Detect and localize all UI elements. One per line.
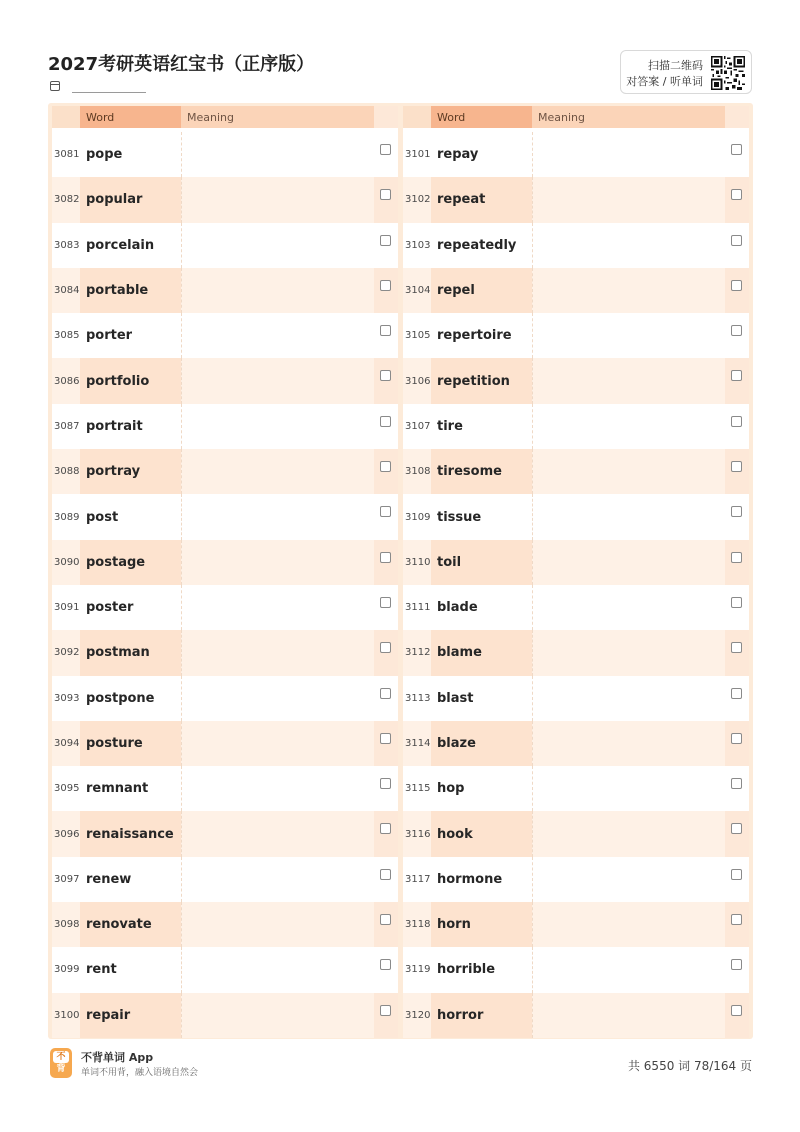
word-number: 3089 (54, 511, 80, 523)
word-number: 3118 (405, 919, 431, 931)
word-text: horrible (437, 962, 496, 978)
word-row (403, 404, 749, 449)
word-row (403, 947, 749, 992)
meaning-cell[interactable] (181, 811, 374, 856)
checkbox[interactable] (380, 325, 391, 336)
word-number: 3114 (405, 738, 431, 749)
table-header (403, 106, 749, 128)
word-table-right (403, 106, 749, 1036)
word-number: 3086 (54, 375, 80, 387)
word-row (403, 132, 749, 177)
header-meaning: Meaning (532, 106, 725, 128)
word-text: hormone (437, 871, 503, 887)
word-text: postage (80, 540, 181, 585)
word-text: portrait (86, 418, 143, 434)
word-text: blade (437, 600, 478, 616)
checkbox[interactable] (731, 280, 742, 291)
word-row (52, 993, 398, 1038)
word-row (52, 857, 398, 902)
word-rows (403, 132, 749, 1038)
checkbox[interactable] (380, 189, 391, 200)
checkbox[interactable] (380, 461, 391, 472)
word-row (52, 902, 398, 947)
word-text: repel (431, 268, 532, 313)
header-check-cell (725, 106, 749, 128)
meaning-cell[interactable] (181, 449, 374, 494)
checkbox[interactable] (380, 235, 391, 246)
word-text: horror (431, 993, 532, 1038)
word-number: 3092 (54, 647, 80, 659)
word-row (52, 766, 398, 811)
checkbox[interactable] (380, 959, 391, 970)
header-check-cell (374, 106, 398, 128)
word-row (52, 811, 398, 856)
meaning-cell[interactable] (181, 223, 374, 268)
meaning-cell[interactable] (532, 857, 725, 902)
logo-bottom-char: 背 (56, 1064, 66, 1074)
checkbox[interactable] (731, 688, 742, 699)
word-row (403, 494, 749, 539)
word-row (403, 902, 749, 947)
meaning-cell[interactable] (532, 494, 725, 539)
word-text: tissue (437, 509, 482, 525)
word-number: 3113 (405, 692, 431, 704)
meaning-cell[interactable] (532, 540, 725, 585)
checkbox[interactable] (380, 778, 391, 789)
word-row (403, 676, 749, 721)
word-number: 3115 (405, 783, 431, 795)
word-row (403, 721, 749, 766)
word-row (52, 132, 398, 177)
word-text: porter (86, 328, 133, 344)
meaning-cell[interactable] (532, 630, 725, 675)
word-row (403, 811, 749, 856)
word-text: repeat (431, 177, 532, 222)
word-row (403, 313, 749, 358)
page-info: 共 6550 词 78/164 页 (627, 1059, 752, 1073)
qr-card (620, 50, 752, 94)
checkbox[interactable] (731, 552, 742, 563)
word-text: renaissance (80, 811, 181, 856)
header-number-cell (403, 106, 431, 128)
meaning-cell[interactable] (181, 494, 374, 539)
qr-line-answers: 对答案 / 听单词 (626, 75, 703, 88)
header-number-cell (52, 106, 80, 128)
calendar-icon (50, 81, 60, 91)
checkbox[interactable] (731, 144, 742, 155)
word-row (403, 358, 749, 403)
word-row (403, 268, 749, 313)
date-underline (72, 92, 146, 93)
meaning-cell[interactable] (532, 902, 725, 947)
word-number: 3094 (54, 738, 80, 749)
word-row (403, 540, 749, 585)
meaning-cell[interactable] (181, 947, 374, 992)
meaning-cell[interactable] (181, 540, 374, 585)
checkbox[interactable] (380, 869, 391, 880)
meaning-cell[interactable] (181, 993, 374, 1038)
word-text: tire (437, 418, 463, 434)
word-text: tiresome (431, 449, 532, 494)
checkbox[interactable] (380, 506, 391, 517)
header-word: Word (80, 106, 181, 128)
word-number: 3111 (405, 602, 431, 614)
word-row (52, 721, 398, 766)
word-row (403, 223, 749, 268)
word-text: portray (80, 449, 181, 494)
word-number: 3097 (54, 873, 80, 885)
word-row (52, 676, 398, 721)
app-logo-icon (50, 1048, 72, 1078)
header-word: Word (431, 106, 532, 128)
meaning-cell[interactable] (532, 993, 725, 1038)
word-number: 3093 (54, 692, 80, 704)
checkbox[interactable] (380, 688, 391, 699)
meaning-cell[interactable] (532, 811, 725, 856)
word-number: 3102 (405, 194, 431, 206)
word-number: 3103 (405, 239, 431, 251)
word-row (52, 177, 398, 222)
word-number: 3112 (405, 647, 431, 659)
checkbox[interactable] (380, 597, 391, 608)
checkbox[interactable] (380, 552, 391, 563)
qr-code-icon[interactable] (711, 56, 745, 90)
word-number: 3082 (54, 194, 80, 206)
word-text: blast (437, 690, 474, 706)
word-text: repeatedly (437, 237, 517, 253)
word-text: hook (431, 811, 532, 856)
vocabulary-sheet (48, 103, 753, 1039)
word-number: 3105 (405, 330, 431, 342)
word-number: 3096 (54, 828, 80, 840)
checkbox[interactable] (380, 280, 391, 291)
word-number: 3091 (54, 602, 80, 614)
checkbox[interactable] (731, 325, 742, 336)
qr-caption (626, 58, 703, 90)
word-number: 3098 (54, 919, 80, 931)
checkbox[interactable] (731, 959, 742, 970)
meaning-cell[interactable] (532, 766, 725, 811)
meaning-cell[interactable] (532, 404, 725, 449)
word-number: 3120 (405, 1009, 431, 1021)
word-text: repertoire (437, 328, 512, 344)
checkbox[interactable] (380, 370, 391, 381)
word-text: popular (80, 177, 181, 222)
word-number: 3085 (54, 330, 80, 342)
meaning-cell[interactable] (181, 132, 374, 177)
checkbox[interactable] (731, 733, 742, 744)
checkbox[interactable] (731, 597, 742, 608)
checkbox[interactable] (731, 823, 742, 834)
word-number: 3116 (405, 828, 431, 840)
word-text: hop (437, 781, 465, 797)
word-row (403, 585, 749, 630)
meaning-cell[interactable] (181, 766, 374, 811)
checkbox[interactable] (380, 914, 391, 925)
meaning-cell[interactable] (532, 585, 725, 630)
word-number: 3100 (54, 1009, 80, 1021)
header-meaning: Meaning (181, 106, 374, 128)
word-row (52, 630, 398, 675)
meaning-cell[interactable] (181, 630, 374, 675)
word-text: repair (80, 993, 181, 1038)
checkbox[interactable] (731, 1005, 742, 1016)
checkbox[interactable] (731, 416, 742, 427)
word-text: postman (80, 630, 181, 675)
word-number: 3087 (54, 420, 80, 432)
checkbox[interactable] (731, 914, 742, 925)
word-text: repay (437, 147, 479, 163)
checkbox[interactable] (380, 733, 391, 744)
word-number: 3084 (54, 285, 80, 297)
word-number: 3109 (405, 511, 431, 523)
meaning-cell[interactable] (532, 177, 725, 222)
checkbox[interactable] (380, 1005, 391, 1016)
word-number: 3095 (54, 783, 80, 795)
meaning-cell[interactable] (181, 857, 374, 902)
word-text: blaze (431, 721, 532, 766)
qr-line-scan: 扫描二维码 (648, 59, 703, 72)
checkbox[interactable] (731, 506, 742, 517)
meaning-cell[interactable] (181, 902, 374, 947)
word-table-left (52, 106, 398, 1036)
word-row (403, 630, 749, 675)
word-row (403, 857, 749, 902)
page-title: 2027考研英语红宝书（正序版） (48, 54, 315, 75)
meaning-cell[interactable] (532, 721, 725, 766)
checkbox[interactable] (731, 235, 742, 246)
word-row (52, 947, 398, 992)
meaning-cell[interactable] (181, 676, 374, 721)
app-name: 不背单词 App (81, 1051, 154, 1064)
meaning-cell[interactable] (532, 449, 725, 494)
meaning-cell[interactable] (181, 404, 374, 449)
word-number: 3083 (54, 239, 80, 251)
word-number: 3099 (54, 964, 80, 976)
word-row (52, 223, 398, 268)
word-number: 3090 (54, 556, 80, 568)
checkbox[interactable] (731, 370, 742, 381)
checkbox[interactable] (380, 416, 391, 427)
checkbox[interactable] (731, 189, 742, 200)
checkbox[interactable] (731, 642, 742, 653)
word-text: toil (431, 540, 532, 585)
word-row (52, 449, 398, 494)
word-number: 3101 (405, 149, 431, 161)
meaning-cell[interactable] (532, 358, 725, 403)
checkbox[interactable] (380, 144, 391, 155)
word-number: 3110 (405, 556, 431, 568)
word-text: blame (431, 630, 532, 675)
date-field[interactable] (50, 80, 150, 94)
word-number: 3088 (54, 466, 80, 478)
word-text: portable (80, 268, 181, 313)
word-text: renew (86, 871, 132, 887)
meaning-cell[interactable] (181, 268, 374, 313)
word-text: porcelain (86, 237, 155, 253)
meaning-cell[interactable] (181, 721, 374, 766)
word-row (52, 268, 398, 313)
word-number: 3108 (405, 466, 431, 478)
meaning-cell[interactable] (181, 313, 374, 358)
word-text: post (86, 509, 119, 525)
meaning-cell[interactable] (181, 177, 374, 222)
word-text: repetition (431, 358, 532, 403)
word-row (403, 766, 749, 811)
word-row (52, 404, 398, 449)
word-row (403, 993, 749, 1038)
meaning-cell[interactable] (181, 585, 374, 630)
word-number: 3081 (54, 149, 80, 161)
meaning-cell[interactable] (532, 313, 725, 358)
word-rows (52, 132, 398, 1038)
word-row (52, 585, 398, 630)
word-row (403, 449, 749, 494)
word-number: 3119 (405, 964, 431, 976)
checkbox[interactable] (731, 461, 742, 472)
word-number: 3117 (405, 873, 431, 885)
word-row (52, 358, 398, 403)
word-row (52, 313, 398, 358)
word-text: renovate (80, 902, 181, 947)
checkbox[interactable] (380, 823, 391, 834)
word-number: 3106 (405, 375, 431, 387)
word-number: 3104 (405, 285, 431, 297)
word-row (403, 177, 749, 222)
app-slogan: 单词不用背，融入语境自然会 (81, 1068, 199, 1078)
meaning-cell[interactable] (532, 223, 725, 268)
logo-top-char: 不 (53, 1051, 69, 1063)
word-text: poster (86, 600, 134, 616)
word-text: postpone (86, 690, 155, 706)
word-text: horn (431, 902, 532, 947)
word-text: pope (86, 147, 123, 163)
word-text: remnant (86, 781, 149, 797)
table-header (52, 106, 398, 128)
meaning-cell[interactable] (532, 947, 725, 992)
word-row (52, 494, 398, 539)
meaning-cell[interactable] (181, 358, 374, 403)
word-number: 3107 (405, 420, 431, 432)
word-text: posture (80, 721, 181, 766)
checkbox[interactable] (731, 778, 742, 789)
word-text: portfolio (80, 358, 181, 403)
word-text: rent (86, 962, 117, 978)
checkbox[interactable] (380, 642, 391, 653)
meaning-cell[interactable] (532, 132, 725, 177)
word-row (52, 540, 398, 585)
meaning-cell[interactable] (532, 268, 725, 313)
checkbox[interactable] (731, 869, 742, 880)
meaning-cell[interactable] (532, 676, 725, 721)
